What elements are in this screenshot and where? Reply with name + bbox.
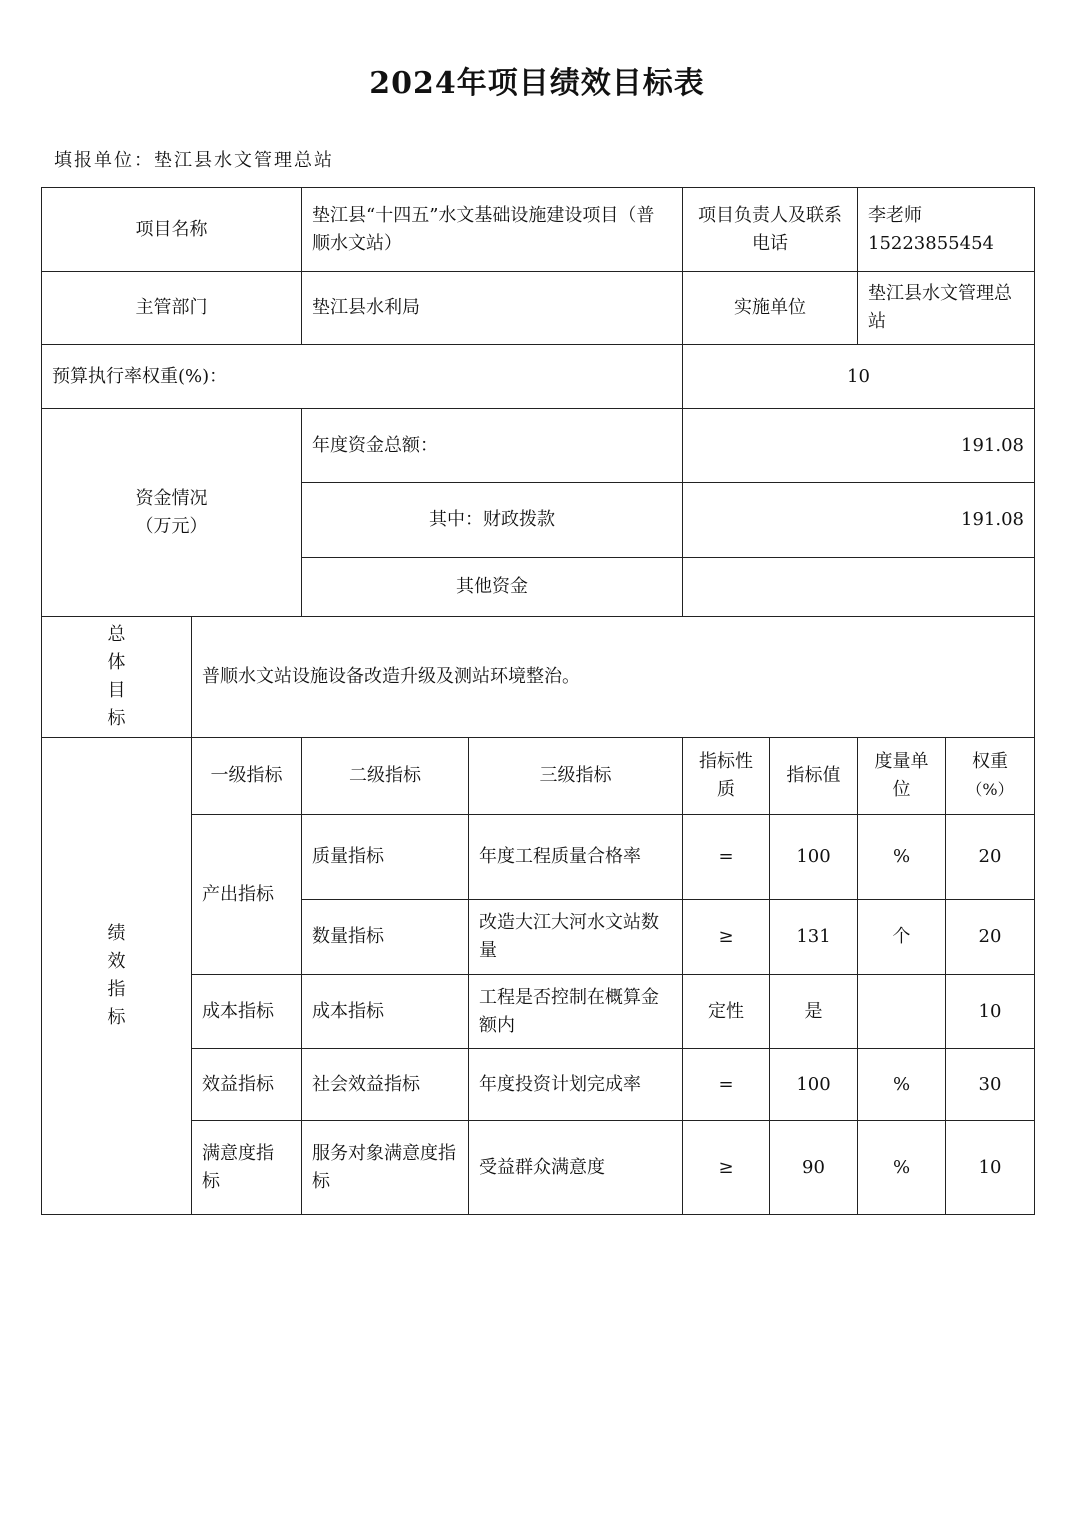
funds-label-line2: （万元）: [135, 515, 208, 537]
row-level3: 工程是否控制在概算金额内: [469, 975, 683, 1049]
funds-total-row: [42, 409, 1035, 483]
project-name-row: [42, 188, 1035, 272]
goal-label: [42, 617, 192, 738]
row-unit: 个: [858, 900, 946, 975]
row-weight: 20: [946, 815, 1035, 900]
funds-total-label: 年度资金总额：: [302, 409, 683, 483]
row-level2: 成本指标: [302, 975, 469, 1049]
indicators-label-char: 标: [107, 1007, 126, 1028]
row-value: 是: [770, 975, 858, 1049]
project-leader-phone: 15223855454: [868, 232, 994, 254]
department-row: [42, 272, 1035, 345]
goal-value: 普顺水文站设施设备改造升级及测站环境整治。: [192, 617, 1035, 738]
row-level1: 效益指标: [192, 1049, 302, 1121]
row-weight: 10: [946, 1121, 1035, 1215]
budget-rate-row: [42, 345, 1035, 409]
implementing-unit-value: 垫江县水文管理总站: [858, 272, 1035, 345]
funds-other-label: 其他资金: [302, 558, 683, 617]
header-nature: 指标性质: [683, 738, 770, 815]
row-nature: =: [683, 1049, 770, 1121]
row-nature: 定性: [683, 975, 770, 1049]
row-weight: 10: [946, 975, 1035, 1049]
row-level2: 质量指标: [302, 815, 469, 900]
row-value: 131: [770, 900, 858, 975]
funds-fiscal-value: 191.08: [683, 483, 1035, 558]
row-level2: 社会效益指标: [302, 1049, 469, 1121]
goal-label-char: 总: [107, 624, 126, 645]
indicators-label-char: 绩: [107, 923, 126, 944]
row-unit: %: [858, 1121, 946, 1215]
header-unit: 度量单位: [858, 738, 946, 815]
indicators-label-char: 指: [107, 979, 126, 1000]
project-leader-label: 项目负责人及联系电话: [683, 188, 858, 272]
project-leader-name: 李老师: [868, 204, 922, 226]
indicator-header-row: [42, 738, 1035, 815]
budget-rate-value: 10: [683, 345, 1035, 409]
header-level2: 二级指标: [302, 738, 469, 815]
row-level3: 改造大江大河水文站数量: [469, 900, 683, 975]
row-level3: 年度工程质量合格率: [469, 815, 683, 900]
header-weight-line1: 权重: [972, 751, 1008, 772]
row-nature: =: [683, 815, 770, 900]
reporting-unit: 填报单位：垫江县水文管理总站: [54, 150, 334, 171]
goal-label-char: 体: [107, 652, 126, 673]
row-level1: 满意度指标: [192, 1121, 302, 1215]
implementing-unit-label: 实施单位: [683, 272, 858, 345]
row-value: 100: [770, 815, 858, 900]
row-level3: 受益群众满意度: [469, 1121, 683, 1215]
header-level3: 三级指标: [469, 738, 683, 815]
funds-fiscal-label: 其中：财政拨款: [302, 483, 683, 558]
row-level3: 年度投资计划完成率: [469, 1049, 683, 1121]
funds-label-line1: 资金情况: [135, 487, 208, 509]
header-level1: 一级指标: [192, 738, 302, 815]
funds-total-value: 191.08: [683, 409, 1035, 483]
department-label: 主管部门: [42, 272, 302, 345]
goal-label-char: 目: [107, 680, 126, 701]
funds-other-value: [683, 558, 1035, 617]
project-leader-cell: [858, 188, 1035, 272]
performance-target-table: [41, 187, 1035, 1215]
row-weight: 20: [946, 900, 1035, 975]
project-name-value: 垫江县“十四五”水文基础设施建设项目（普顺水文站）: [302, 188, 683, 272]
row-unit: [858, 975, 946, 1049]
row-nature: ≥: [683, 1121, 770, 1215]
page-title: 2024年项目绩效目标表: [369, 66, 705, 101]
project-name-label: 项目名称: [42, 188, 302, 272]
row-weight: 30: [946, 1049, 1035, 1121]
indicators-label: [42, 738, 192, 1215]
row-level1: 成本指标: [192, 975, 302, 1049]
header-value: 指标值: [770, 738, 858, 815]
row-unit: %: [858, 1049, 946, 1121]
header-weight-line2: （%）: [966, 780, 1014, 799]
row-nature: ≥: [683, 900, 770, 975]
goal-label-char: 标: [107, 708, 126, 729]
goal-row: [42, 617, 1035, 738]
row-value: 100: [770, 1049, 858, 1121]
row-level2: 数量指标: [302, 900, 469, 975]
indicators-label-char: 效: [107, 951, 126, 972]
funds-label: [42, 409, 302, 617]
row-level1: 产出指标: [192, 815, 302, 975]
row-level2: 服务对象满意度指标: [302, 1121, 469, 1215]
budget-rate-label: 预算执行率权重(%)：: [42, 345, 683, 409]
department-value: 垫江县水利局: [302, 272, 683, 345]
row-unit: %: [858, 815, 946, 900]
row-value: 90: [770, 1121, 858, 1215]
header-weight: [946, 738, 1035, 815]
